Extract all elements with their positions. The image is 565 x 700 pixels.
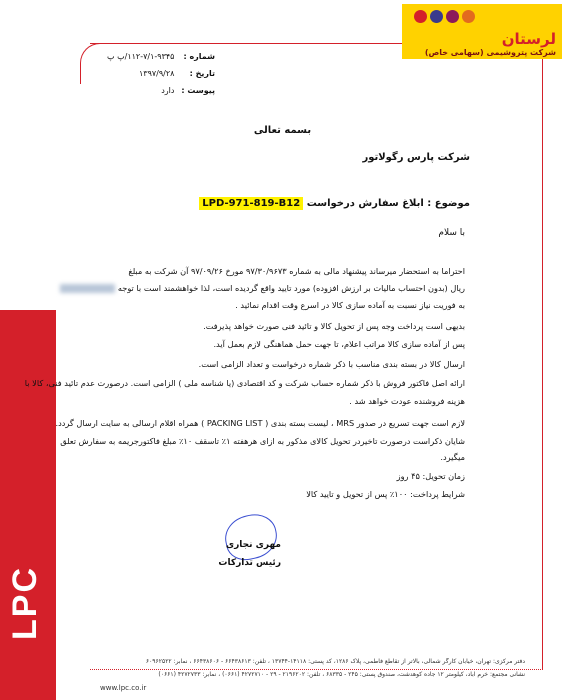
footer-complex-address: نشانی مجتمع: خرم آباد، کیلومتر ۱۲ جاده کوهدشت، صندوق پستی: ۲۴۵ - ۶۸۳۳۵ ، تلفن: ۲۱۹۶۲۰۲ - ۲۹ - ۴۲۷۲۷۱۰ (۰۶۶۱) ، نمابر: ۴۲۷۲۷۳۳ (۰۶۶۱)	[158, 671, 525, 678]
meta-attachment: پیوست : دارد	[161, 86, 215, 95]
brand-sidebar-text: LPC	[6, 566, 44, 640]
body-line: احتراما به استحضار میرساند پیشنهاد مالی به شماره ۹۷/۳۰/۹۶۷۳ مورخ ۹۷/۰۹/۲۶ آن شرکت به مبلغ	[128, 266, 465, 276]
logo-dot-icon	[430, 10, 443, 23]
footer-head-office: دفتر مرکزی: تهران، خیابان کارگر شمالی، بالاتر از تقاطع فاطمی، پلاک ۱۲۸۶، کد پستی: ۱۴۱۱۸-۱۳۷۴۴ ، تلفن: ۶۶۴۳۸۶۱۳ - ۶۶۴۳۸۶۰۶ ، نمابر: ۶۰۹۶۲۵۲۲	[145, 658, 525, 665]
frame-bottom-border	[90, 669, 543, 670]
body-line: ارسال کالا در بسته بندی مناسب با ذکر شماره درخواست و تعداد الزامی است.	[198, 359, 465, 369]
meta-number: شماره : ۱۱۲-۷/۱-۹۳۴۵/پ پ	[107, 52, 215, 61]
body-line: شرایط پرداخت: ۱۰۰٪ پس از تحویل و تایید کالا	[306, 489, 465, 499]
logo-dot-icon	[462, 10, 475, 23]
logo-dot-icon	[446, 10, 459, 23]
frame-right-border	[542, 43, 543, 670]
body-line: بدیهی است پرداخت وجه پس از تحویل کالا و تائید فنی صورت خواهد پذیرفت.	[203, 321, 465, 331]
company-logo	[402, 4, 562, 59]
subject-code-highlight: LPD-971-819-B12	[199, 197, 303, 210]
body-line: پس از آماده سازی کالا مراتب اعلام، تا جهت حمل هماهنگی لازم بعمل آید.	[213, 339, 465, 349]
signatory-name: مهری نجاری	[225, 540, 281, 550]
meta-date: تاریخ : ۱۳۹۷/۹/۲۸	[138, 69, 215, 78]
body-line: زمان تحویل: ۴۵ روز	[396, 471, 465, 481]
signature-scribble	[221, 510, 281, 564]
frame-corner	[80, 43, 103, 84]
subject-line: موضوع : ابلاغ سفارش درخواست LPD-971-819-B12	[199, 198, 470, 209]
redacted-amount	[60, 284, 115, 293]
greeting: با سلام	[438, 228, 465, 238]
body-line: شایان ذکراست درصورت تاخیردر تحویل کالای مذکور به ازای هرهفته ۱٪ تاسقف ۱۰٪ مبلغ فاکتورجریمه به سفارش تعلق	[60, 436, 465, 446]
logo-subtitle: شرکت پتروشیمی (سهامی خاص)	[424, 48, 556, 57]
body-line: میگیرد.	[440, 452, 465, 462]
brand-sidebar	[0, 310, 56, 700]
body-line: به فوریت نیاز نسبت به آماده سازی کالا در اسرع وقت اقدام نمائید .	[235, 300, 465, 310]
body-line: ریال (بدون احتساب مالیات بر ارزش افزوده) مورد تایید واقع گردیده است، لذا خواهشمند است با توجه	[57, 283, 465, 293]
body-line: لازم است جهت تسریع در صدور MRS ، لیست بسته بندی ( PACKING LIST ) همراه اقلام ارسالی به سایت ارسال گردد.	[55, 418, 465, 428]
signatory-title: رئیس تدارکات	[218, 558, 281, 568]
body-line: هزینه فروشنده عودت خواهد شد .	[349, 396, 465, 406]
logo-name: لرستان	[501, 30, 556, 48]
recipient: شرکت پارس رگولاتور	[362, 152, 470, 163]
footer-website: www.lpc.co.ir	[100, 684, 147, 692]
bismillah-heading: بسمه تعالی	[253, 125, 312, 136]
body-line: ارائه اصل فاکتور فروش با ذکر شماره حساب شرکت و کد اقتصادی (یا شناسه ملی ) الزامی است. درصورت عدم تائید فنی، کالا با	[24, 378, 465, 388]
logo-dot-icon	[414, 10, 427, 23]
letter-meta	[107, 48, 215, 99]
